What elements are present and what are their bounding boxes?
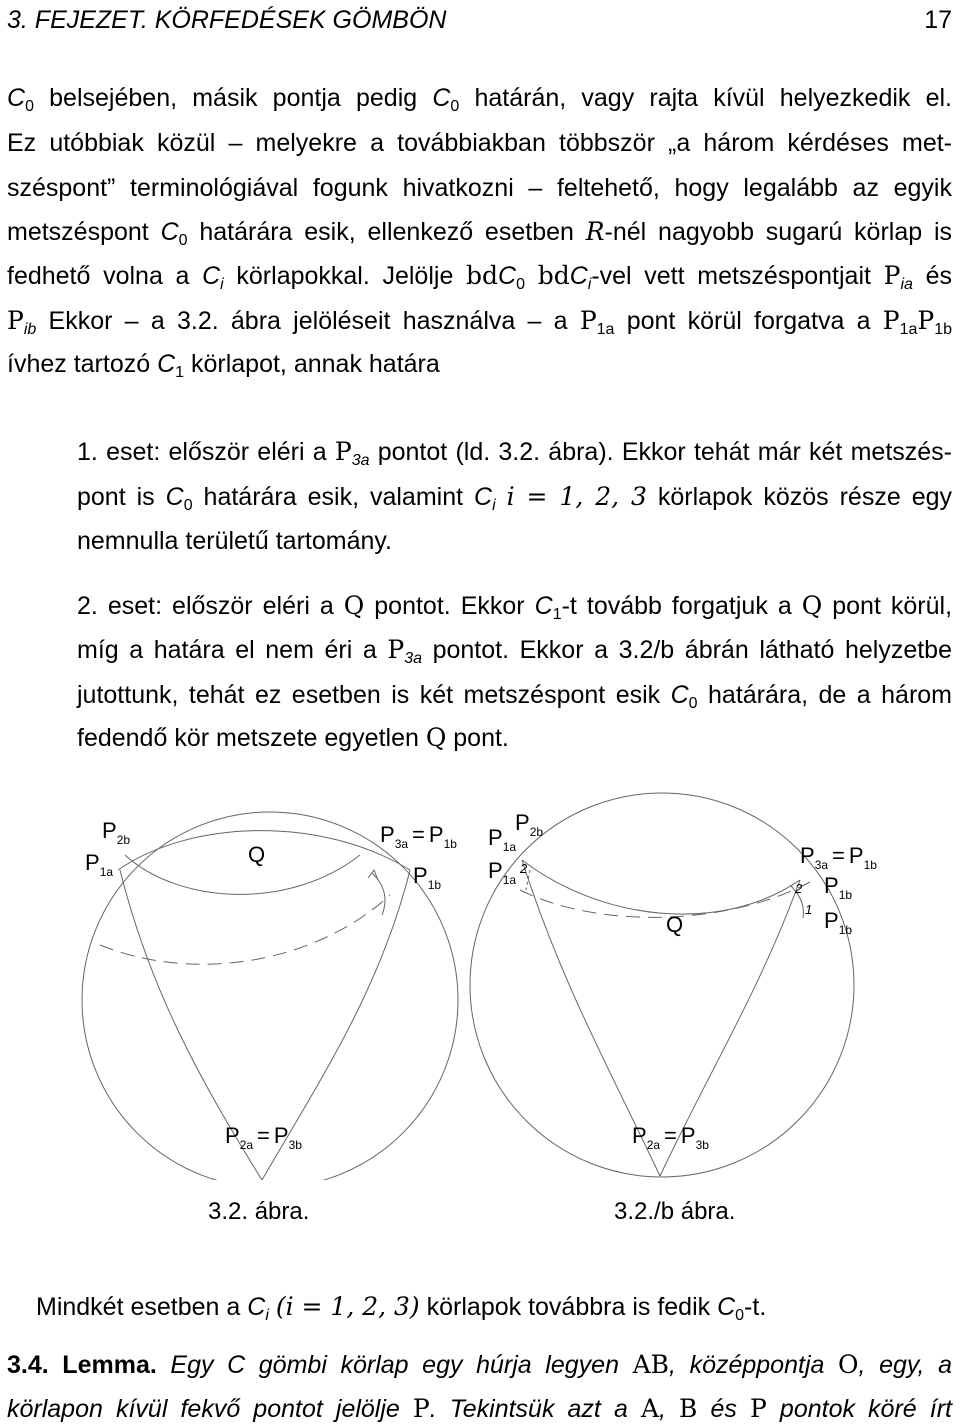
dashed-arc-right (520, 882, 813, 917)
para1-line7: ívhez tartozó $C_1$ körlapot, annak határa (7, 350, 440, 381)
label-P2a-P3b-right: $P_{2a} = P_{3b}$ (632, 1123, 709, 1152)
case1-line1: 1. eset: először eléri a $P_{3a}$ pontot (ld. 3.2. ábra). Ekkor tehát már két metszés- (77, 437, 953, 469)
lemma-line1: 3.4. Lemma. Egy C gömbi körlap egy húrja legyen AB, középpontja O, egy, a (7, 1350, 952, 1379)
para1-line4: metszéspont $C_0$ határára esik, ellenkező esetben R-nél nagyobb sugarú körlap is (7, 217, 953, 249)
label-P1b-mid-right: $P_{1b}$ (824, 873, 853, 902)
arc-left-1 (120, 870, 262, 1180)
lemma-line2: körlapon kívül fekvő pontot jelölje P. Tekintsük azt a A, B és P pontok köré írt (7, 1394, 952, 1423)
case2-line2: míg a határa el nem éri a $P_{3a}$ pontot. Ekkor a 3.2/b ábrán látható helyzetbe (77, 635, 952, 667)
label-P1a-top-right: $P_{1a}$ (488, 825, 517, 854)
arrowhead-left (368, 870, 378, 880)
label-P1a-low-right: $P_{1a}$ (488, 858, 517, 887)
case1-line3: nemnulla területű tartomány. (77, 527, 392, 555)
para1-line5: fedhető volna a $C_i$ körlapokkal. Jelölje bdC$_0$ bdC$_i$-vel vett metszéspontjait $P_{ia}$ és (7, 261, 952, 293)
para1-line3: széspont” terminológiával fogunk hivatkozni – feltehető, hogy legalább az egyik (7, 174, 952, 202)
label-P1b-left: $P_{1b}$ (413, 863, 442, 892)
para1-line2: Ez utóbbiak közül – melyekre a továbbiakban többször „a három kérdéses met- (7, 129, 952, 157)
running-header: 3. FEJEZET. KÖRFEDÉSEK GÖMBÖN (7, 6, 447, 34)
label-Q-right: Q (666, 912, 684, 937)
figures (0, 780, 960, 1180)
case2-line4: fedendő kör metszete egyetlen Q pont. (77, 723, 509, 752)
caption-left: 3.2. ábra. (208, 1198, 310, 1225)
label-P2b-left: $P_{2b}$ (102, 818, 131, 847)
case1-line2: pont is $C_0$ határára esik, valamint $C_i$ i = 1, 2, 3 körlapok közös része egy (77, 482, 952, 514)
para1-line6: $P_{ib}$ Ekkor – a 3.2. ábra jelöléseit használva – a $P_{1a}$ pont körül forgatva a $P_{1a}P_{1b}$ (7, 306, 952, 338)
label-Q-left: Q (248, 842, 266, 867)
caption-right: 3.2./b ábra. (614, 1198, 736, 1225)
para1-line1: $C_0$ belsejében, másik pontja pedig $C_0$ határán, vagy rajta kívül helyezkedik el. (7, 84, 952, 115)
label-P1a-left: $P_{1a}$ (85, 850, 114, 879)
figure-right (470, 793, 854, 1177)
dashed-arc-left (100, 895, 390, 964)
label-P2b-right: $P_{2b}$ (515, 810, 544, 839)
lemma-label: 3.4. Lemma. (7, 1351, 157, 1379)
bottom-line1: Mindkét esetben a $C_i$ (i = 1, 2, 3) körlapok továbbra is fedik $C_0-t$. (36, 1292, 767, 1324)
mark-1-right: 1 (805, 902, 813, 917)
page-number: 17 (924, 6, 952, 34)
label-P3a-P1b-left: $P_{3a} = P_{1b}$ (380, 822, 457, 851)
outer-circle-right (470, 793, 854, 1177)
case2-line3: jutottunk, tehát ez esetben is két metszéspont esik $C_0$ határára, de a három (77, 681, 953, 712)
outer-circle-left (82, 812, 458, 1180)
label-P3a-P1b-right: $P_{3a} = P_{1b}$ (800, 843, 877, 872)
label-P2a-P3b-left: $P_{2a} = P_{3b}$ (225, 1123, 302, 1152)
figure-left (82, 812, 458, 1180)
mark-2-left-right: 2 (520, 861, 528, 876)
label-P1b-low-right: $P_{1b}$ (824, 908, 853, 937)
case2-line1: 2. eset: először eléri a Q pontot. Ekkor $C_1-t$ tovább forgatjuk a Q pont körül, (77, 591, 953, 623)
mark-2-right: 2 (795, 881, 803, 896)
arc-left-4 (125, 855, 360, 894)
